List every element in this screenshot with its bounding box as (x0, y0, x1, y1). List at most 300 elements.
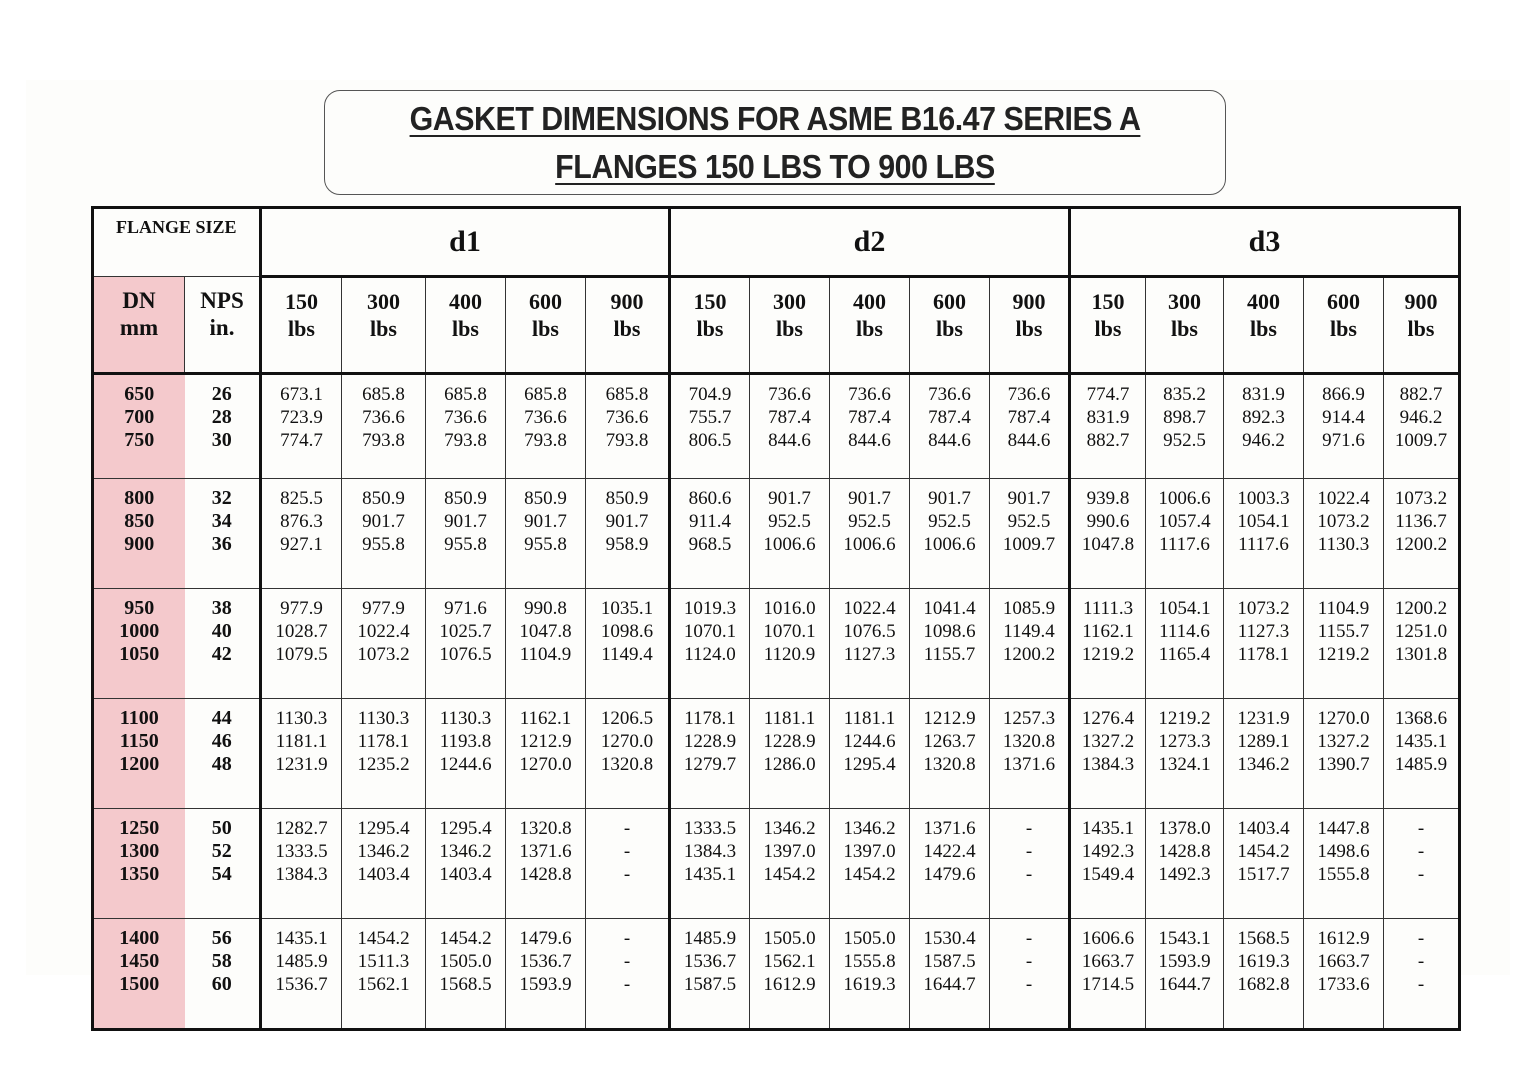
cell-value: 1435.1 (1394, 731, 1448, 752)
cell-value: 787.4 (928, 407, 971, 428)
cell-value: 1587.5 (923, 951, 976, 972)
cell-value: 882.7 (1086, 430, 1130, 451)
table-row-group (93, 589, 1460, 699)
cell-value: 1041.4 (923, 598, 976, 619)
cell-value: 1333.5 (683, 818, 737, 839)
class-header-d1-300 (342, 277, 426, 374)
cell-value: 58 (211, 950, 232, 972)
value-cell-d3 (1224, 699, 1304, 809)
cell-value: 1320.8 (600, 754, 654, 775)
dn-cell (93, 589, 185, 699)
group-header-d1: d1 (261, 208, 670, 277)
value-cell-d3 (1224, 479, 1304, 589)
cell-value: 1181.1 (275, 731, 328, 752)
cell-value: 971.6 (1322, 430, 1365, 451)
cell-value: - (623, 864, 631, 885)
cell-value: 32 (211, 487, 232, 509)
value-cell-d2 (670, 809, 750, 919)
cell-value: 1346.2 (357, 841, 410, 862)
cell-value: - (1417, 818, 1425, 839)
cell-value: 1568.5 (439, 974, 492, 995)
cell-value: 1228.9 (763, 731, 816, 752)
value-cell-d3 (1384, 809, 1460, 919)
dn-cell (93, 919, 185, 1030)
class-number: 400 (449, 289, 483, 314)
cell-value: 1619.3 (1237, 951, 1290, 972)
cell-value: 1098.6 (600, 621, 654, 642)
cell-value: 946.2 (1242, 430, 1285, 451)
value-cell-d3 (1224, 809, 1304, 919)
cell-value: 1384.3 (683, 841, 737, 862)
cell-value: 1050 (119, 643, 160, 665)
cell-value: 685.8 (605, 384, 649, 405)
cell-value: 1219.2 (1081, 644, 1135, 665)
cell-value: 736.6 (848, 384, 891, 405)
cell-value: 1035.1 (600, 598, 654, 619)
table-row-group (93, 919, 1460, 1030)
value-cell-d3 (1304, 919, 1384, 1030)
dn-cell (93, 809, 185, 919)
class-header-d3-600 (1304, 277, 1384, 374)
value-cell-d1 (342, 919, 426, 1030)
cell-value: 850.9 (444, 488, 487, 509)
cell-value: 1136.7 (1395, 511, 1447, 532)
class-number: 400 (1247, 289, 1281, 314)
value-cell-d3 (1070, 919, 1146, 1030)
cell-value: 736.6 (605, 407, 649, 428)
value-cell-d2 (910, 809, 990, 919)
cell-value: 866.9 (1322, 384, 1365, 405)
table-body (93, 374, 1460, 1030)
cell-value: 40 (211, 620, 232, 642)
cell-value: 882.7 (1399, 384, 1443, 405)
class-header-d2-600 (910, 277, 990, 374)
table-row-group (93, 479, 1460, 589)
cell-value: 1327.2 (1081, 731, 1135, 752)
cell-value: 1231.9 (275, 754, 328, 775)
class-unit: lbs (370, 316, 397, 341)
cell-value: 1568.5 (1237, 928, 1290, 949)
cell-value: - (1417, 951, 1425, 972)
cell-value: 952.5 (1007, 511, 1051, 532)
cell-value: 755.7 (688, 407, 732, 428)
title-line-1: GASKET DIMENSIONS FOR ASME B16.47 SERIES A (409, 100, 1141, 137)
value-cell-d3 (1384, 479, 1460, 589)
cell-value: 1181.1 (763, 708, 816, 729)
cell-value: 1619.3 (843, 974, 896, 995)
value-cell-d2 (910, 699, 990, 809)
cell-value: - (1025, 928, 1033, 949)
dn-cell (93, 699, 185, 809)
cell-value: 1400 (119, 927, 160, 949)
cell-value: 1200.2 (1394, 534, 1448, 555)
value-cell-d2 (990, 589, 1070, 699)
cell-value: 1320.8 (1002, 731, 1056, 752)
value-cell-d1 (426, 374, 506, 479)
cell-value: 1178.1 (1237, 644, 1290, 665)
value-cell-d1 (506, 589, 586, 699)
value-cell-d2 (830, 589, 910, 699)
value-cell-d3 (1146, 919, 1224, 1030)
cell-value: 1100 (119, 707, 159, 729)
class-unit: lbs (1094, 316, 1122, 341)
class-unit: lbs (1171, 316, 1198, 341)
cell-value: 787.4 (768, 407, 811, 428)
value-cell-d1 (261, 589, 342, 699)
value-cell-d2 (990, 809, 1070, 919)
value-cell-d2 (670, 589, 750, 699)
nps-label: NPS (200, 288, 244, 313)
value-cell-d2 (990, 919, 1070, 1030)
cell-value: 1378.0 (1158, 818, 1211, 839)
value-cell-d3 (1224, 919, 1304, 1030)
group-header-d2: d2 (670, 208, 1070, 277)
cell-value: 977.9 (362, 598, 405, 619)
value-cell-d3 (1146, 809, 1224, 919)
cell-value: 44 (211, 707, 232, 729)
table-row-group (93, 809, 1460, 919)
cell-value: 56 (211, 927, 232, 949)
cell-value: 1054.1 (1237, 511, 1290, 532)
cell-value: 901.7 (768, 488, 811, 509)
gasket-dimensions-table (91, 206, 1461, 1031)
cell-value: 1530.4 (923, 928, 976, 949)
class-unit: lbs (776, 316, 803, 341)
class-unit: lbs (856, 316, 883, 341)
cell-value: 1422.4 (923, 841, 976, 862)
cell-value: 1006.6 (843, 534, 896, 555)
cell-value: 1028.7 (275, 621, 328, 642)
cell-value: 1536.7 (683, 951, 737, 972)
cell-value: 1235.2 (357, 754, 410, 775)
cell-value: 914.4 (1322, 407, 1365, 428)
cell-value: 850.9 (524, 488, 567, 509)
cell-value: 1079.5 (275, 644, 328, 665)
cell-value: 1117.6 (1159, 534, 1210, 555)
class-unit: lbs (696, 316, 724, 341)
cell-value: 1276.4 (1081, 708, 1135, 729)
dn-mm-header (93, 277, 185, 374)
cell-value: 958.9 (605, 534, 649, 555)
class-number: 600 (1327, 289, 1361, 314)
cell-value: 1368.6 (1394, 708, 1448, 729)
value-cell-d1 (506, 699, 586, 809)
value-cell-d1 (426, 809, 506, 919)
cell-value: 793.8 (362, 430, 405, 451)
value-cell-d1 (342, 479, 426, 589)
cell-value: 1397.0 (763, 841, 816, 862)
cell-value: 673.1 (280, 384, 323, 405)
cell-value: 1454.2 (763, 864, 816, 885)
cell-value: 1403.4 (1237, 818, 1290, 839)
cell-value: 42 (211, 643, 232, 665)
value-cell-d1 (426, 589, 506, 699)
cell-value: 831.9 (1242, 384, 1285, 405)
value-cell-d1 (261, 809, 342, 919)
class-number: 600 (529, 289, 563, 314)
class-header-d2-300 (750, 277, 830, 374)
value-cell-d3 (1224, 589, 1304, 699)
value-cell-d2 (750, 589, 830, 699)
class-header-d2-400 (830, 277, 910, 374)
cell-value: 1025.7 (439, 621, 492, 642)
cell-value: - (623, 841, 631, 862)
cell-value: 927.1 (280, 534, 323, 555)
class-number: 400 (853, 289, 887, 314)
cell-value: 1098.6 (923, 621, 976, 642)
cell-value: 968.5 (688, 534, 732, 555)
cell-value: 1270.0 (1317, 708, 1370, 729)
cell-value: - (1417, 974, 1425, 995)
value-cell-d1 (426, 919, 506, 1030)
cell-value: 950 (124, 597, 155, 619)
cell-value: 1682.8 (1237, 974, 1290, 995)
value-cell-d3 (1070, 589, 1146, 699)
cell-value: 1447.8 (1317, 818, 1370, 839)
cell-value: 1505.0 (763, 928, 816, 949)
cell-value: 1286.0 (763, 754, 816, 775)
class-header-row (93, 277, 1460, 374)
cell-value: 1485.9 (683, 928, 737, 949)
cell-value: 50 (211, 817, 232, 839)
cell-value: 952.5 (1163, 430, 1206, 451)
cell-value: 1612.9 (763, 974, 816, 995)
cell-value: - (1417, 841, 1425, 862)
nps-cell (185, 589, 261, 699)
cell-value: 650 (124, 383, 155, 405)
value-cell-d2 (750, 919, 830, 1030)
cell-value: 774.7 (280, 430, 323, 451)
cell-value: - (1025, 818, 1033, 839)
cell-value: 1485.9 (1394, 754, 1448, 775)
cell-value: 1047.8 (1081, 534, 1135, 555)
cell-value: 1212.9 (923, 708, 976, 729)
value-cell-d3 (1304, 589, 1384, 699)
cell-value: 1346.2 (1237, 754, 1290, 775)
value-cell-d1 (586, 699, 670, 809)
cell-value: - (1025, 841, 1033, 862)
cell-value: 1714.5 (1081, 974, 1135, 995)
cell-value: 1320.8 (923, 754, 976, 775)
cell-value: 1301.8 (1394, 644, 1448, 665)
cell-value: 736.6 (928, 384, 971, 405)
cell-value: 1009.7 (1002, 534, 1056, 555)
value-cell-d3 (1304, 479, 1384, 589)
cell-value: 844.6 (928, 430, 971, 451)
value-cell-d2 (830, 919, 910, 1030)
value-cell-d2 (670, 919, 750, 1030)
cell-value: 901.7 (848, 488, 891, 509)
class-number: 150 (693, 289, 727, 314)
value-cell-d2 (910, 589, 990, 699)
cell-value: 1562.1 (357, 974, 410, 995)
cell-value: 60 (211, 973, 232, 995)
cell-value: 1150 (119, 730, 159, 752)
class-number: 900 (610, 289, 644, 314)
cell-value: 1111.3 (1082, 598, 1134, 619)
cell-value: 1130.3 (275, 708, 328, 729)
class-number: 900 (1012, 289, 1046, 314)
cell-value: 990.6 (1086, 511, 1130, 532)
class-unit: lbs (936, 316, 963, 341)
group-header-d3: d3 (1070, 208, 1460, 277)
cell-value: 30 (211, 429, 232, 451)
cell-value: 990.8 (524, 598, 567, 619)
cell-value: 1200 (119, 753, 160, 775)
dn-label: DN (122, 288, 156, 313)
cell-value: 1206.5 (600, 708, 654, 729)
value-cell-d3 (1304, 374, 1384, 479)
class-header-d1-400 (426, 277, 506, 374)
cell-value: 787.4 (848, 407, 891, 428)
value-cell-d2 (670, 699, 750, 809)
cell-value: 723.9 (280, 407, 323, 428)
value-cell-d2 (830, 699, 910, 809)
cell-value: 54 (211, 863, 232, 885)
value-cell-d1 (261, 919, 342, 1030)
value-cell-d3 (1070, 374, 1146, 479)
value-cell-d1 (586, 374, 670, 479)
class-number: 300 (367, 289, 401, 314)
cell-value: 1073.2 (1317, 511, 1370, 532)
value-cell-d1 (506, 374, 586, 479)
cell-value: 1384.3 (1081, 754, 1135, 775)
cell-value: 1644.7 (923, 974, 976, 995)
cell-value: 1454.2 (439, 928, 492, 949)
cell-value: 1257.3 (1002, 708, 1056, 729)
cell-value: 1733.6 (1317, 974, 1370, 995)
cell-value: 736.6 (1007, 384, 1051, 405)
cell-value: 1244.6 (439, 754, 492, 775)
dn-cell (93, 374, 185, 479)
cell-value: 1282.7 (275, 818, 328, 839)
value-cell-d3 (1384, 589, 1460, 699)
cell-value: 1070.1 (683, 621, 737, 642)
cell-value: 1435.1 (1081, 818, 1135, 839)
value-cell-d2 (990, 374, 1070, 479)
title-line-2: FLANGES 150 LBS TO 900 LBS (555, 148, 995, 185)
cell-value: - (1025, 974, 1033, 995)
cell-value: 1054.1 (1158, 598, 1211, 619)
value-cell-d2 (910, 919, 990, 1030)
cell-value: 26 (211, 383, 232, 405)
cell-value: 1479.6 (923, 864, 976, 885)
cell-value: 1606.6 (1081, 928, 1135, 949)
cell-value: 1435.1 (683, 864, 737, 885)
cell-value: 1231.9 (1237, 708, 1290, 729)
cell-value: 1200.2 (1002, 644, 1056, 665)
value-cell-d1 (261, 374, 342, 479)
value-cell-d2 (830, 479, 910, 589)
cell-value: 952.5 (928, 511, 971, 532)
cell-value: 898.7 (1163, 407, 1206, 428)
cell-value: 1327.2 (1317, 731, 1370, 752)
value-cell-d3 (1384, 374, 1460, 479)
value-cell-d2 (910, 374, 990, 479)
value-cell-d3 (1224, 374, 1304, 479)
cell-value: 977.9 (280, 598, 323, 619)
cell-value: 685.8 (362, 384, 405, 405)
cell-value: 1016.0 (763, 598, 816, 619)
class-header-d3-300 (1146, 277, 1224, 374)
cell-value: 704.9 (688, 384, 732, 405)
cell-value: 800 (124, 487, 155, 509)
value-cell-d1 (342, 374, 426, 479)
cell-value: 1485.9 (275, 951, 328, 972)
cell-value: 1346.2 (439, 841, 492, 862)
cell-value: 831.9 (1086, 407, 1130, 428)
class-unit: lbs (532, 316, 559, 341)
cell-value: 900 (124, 533, 155, 555)
cell-value: 1000 (119, 620, 160, 642)
value-cell-d2 (670, 479, 750, 589)
value-cell-d1 (261, 479, 342, 589)
value-cell-d1 (426, 699, 506, 809)
cell-value: 1593.9 (519, 974, 572, 995)
cell-value: 825.5 (280, 488, 323, 509)
cell-value: 36 (211, 533, 232, 555)
cell-value: 1219.2 (1317, 644, 1370, 665)
value-cell-d3 (1384, 699, 1460, 809)
cell-value: 1120.9 (763, 644, 816, 665)
nps-cell (185, 919, 261, 1030)
cell-value: 1289.1 (1237, 731, 1290, 752)
cell-value: 1178.1 (357, 731, 410, 752)
cell-value: 1022.4 (843, 598, 896, 619)
cell-value: 1593.9 (1158, 951, 1211, 972)
cell-value: 1663.7 (1317, 951, 1370, 972)
cell-value: 1165.4 (1158, 644, 1211, 665)
cell-value: 860.6 (688, 488, 732, 509)
class-unit: lbs (1330, 316, 1357, 341)
group-header-row (93, 208, 1460, 277)
cell-value: 1057.4 (1158, 511, 1211, 532)
cell-value: 901.7 (444, 511, 487, 532)
class-header-d1-150 (261, 277, 342, 374)
cell-value: 892.3 (1242, 407, 1285, 428)
cell-value: 1350 (119, 863, 160, 885)
class-unit: lbs (1250, 316, 1277, 341)
cell-value: 1384.3 (275, 864, 328, 885)
value-cell-d3 (1384, 919, 1460, 1030)
cell-value: 1130.3 (439, 708, 492, 729)
cell-value: 1454.2 (843, 864, 896, 885)
cell-value: 1228.9 (683, 731, 737, 752)
cell-value: 1155.7 (923, 644, 976, 665)
class-number: 300 (773, 289, 807, 314)
cell-value: 1505.0 (843, 928, 896, 949)
value-cell-d3 (1070, 699, 1146, 809)
value-cell-d1 (261, 699, 342, 809)
class-number: 300 (1168, 289, 1202, 314)
class-header-d1-900 (586, 277, 670, 374)
cell-value: 901.7 (524, 511, 567, 532)
cell-value: 844.6 (1007, 430, 1051, 451)
cell-value: - (1025, 951, 1033, 972)
cell-value: - (623, 928, 631, 949)
cell-value: 1149.4 (601, 644, 653, 665)
value-cell-d3 (1146, 699, 1224, 809)
cell-value: 736.6 (524, 407, 567, 428)
cell-value: 1403.4 (357, 864, 410, 885)
cell-value: 774.7 (1086, 384, 1130, 405)
cell-value: 1073.2 (1237, 598, 1290, 619)
class-header-d2-900 (990, 277, 1070, 374)
cell-value: 1022.4 (357, 621, 410, 642)
value-cell-d2 (670, 374, 750, 479)
cell-value: 1397.0 (843, 841, 896, 862)
cell-value: 835.2 (1163, 384, 1206, 405)
